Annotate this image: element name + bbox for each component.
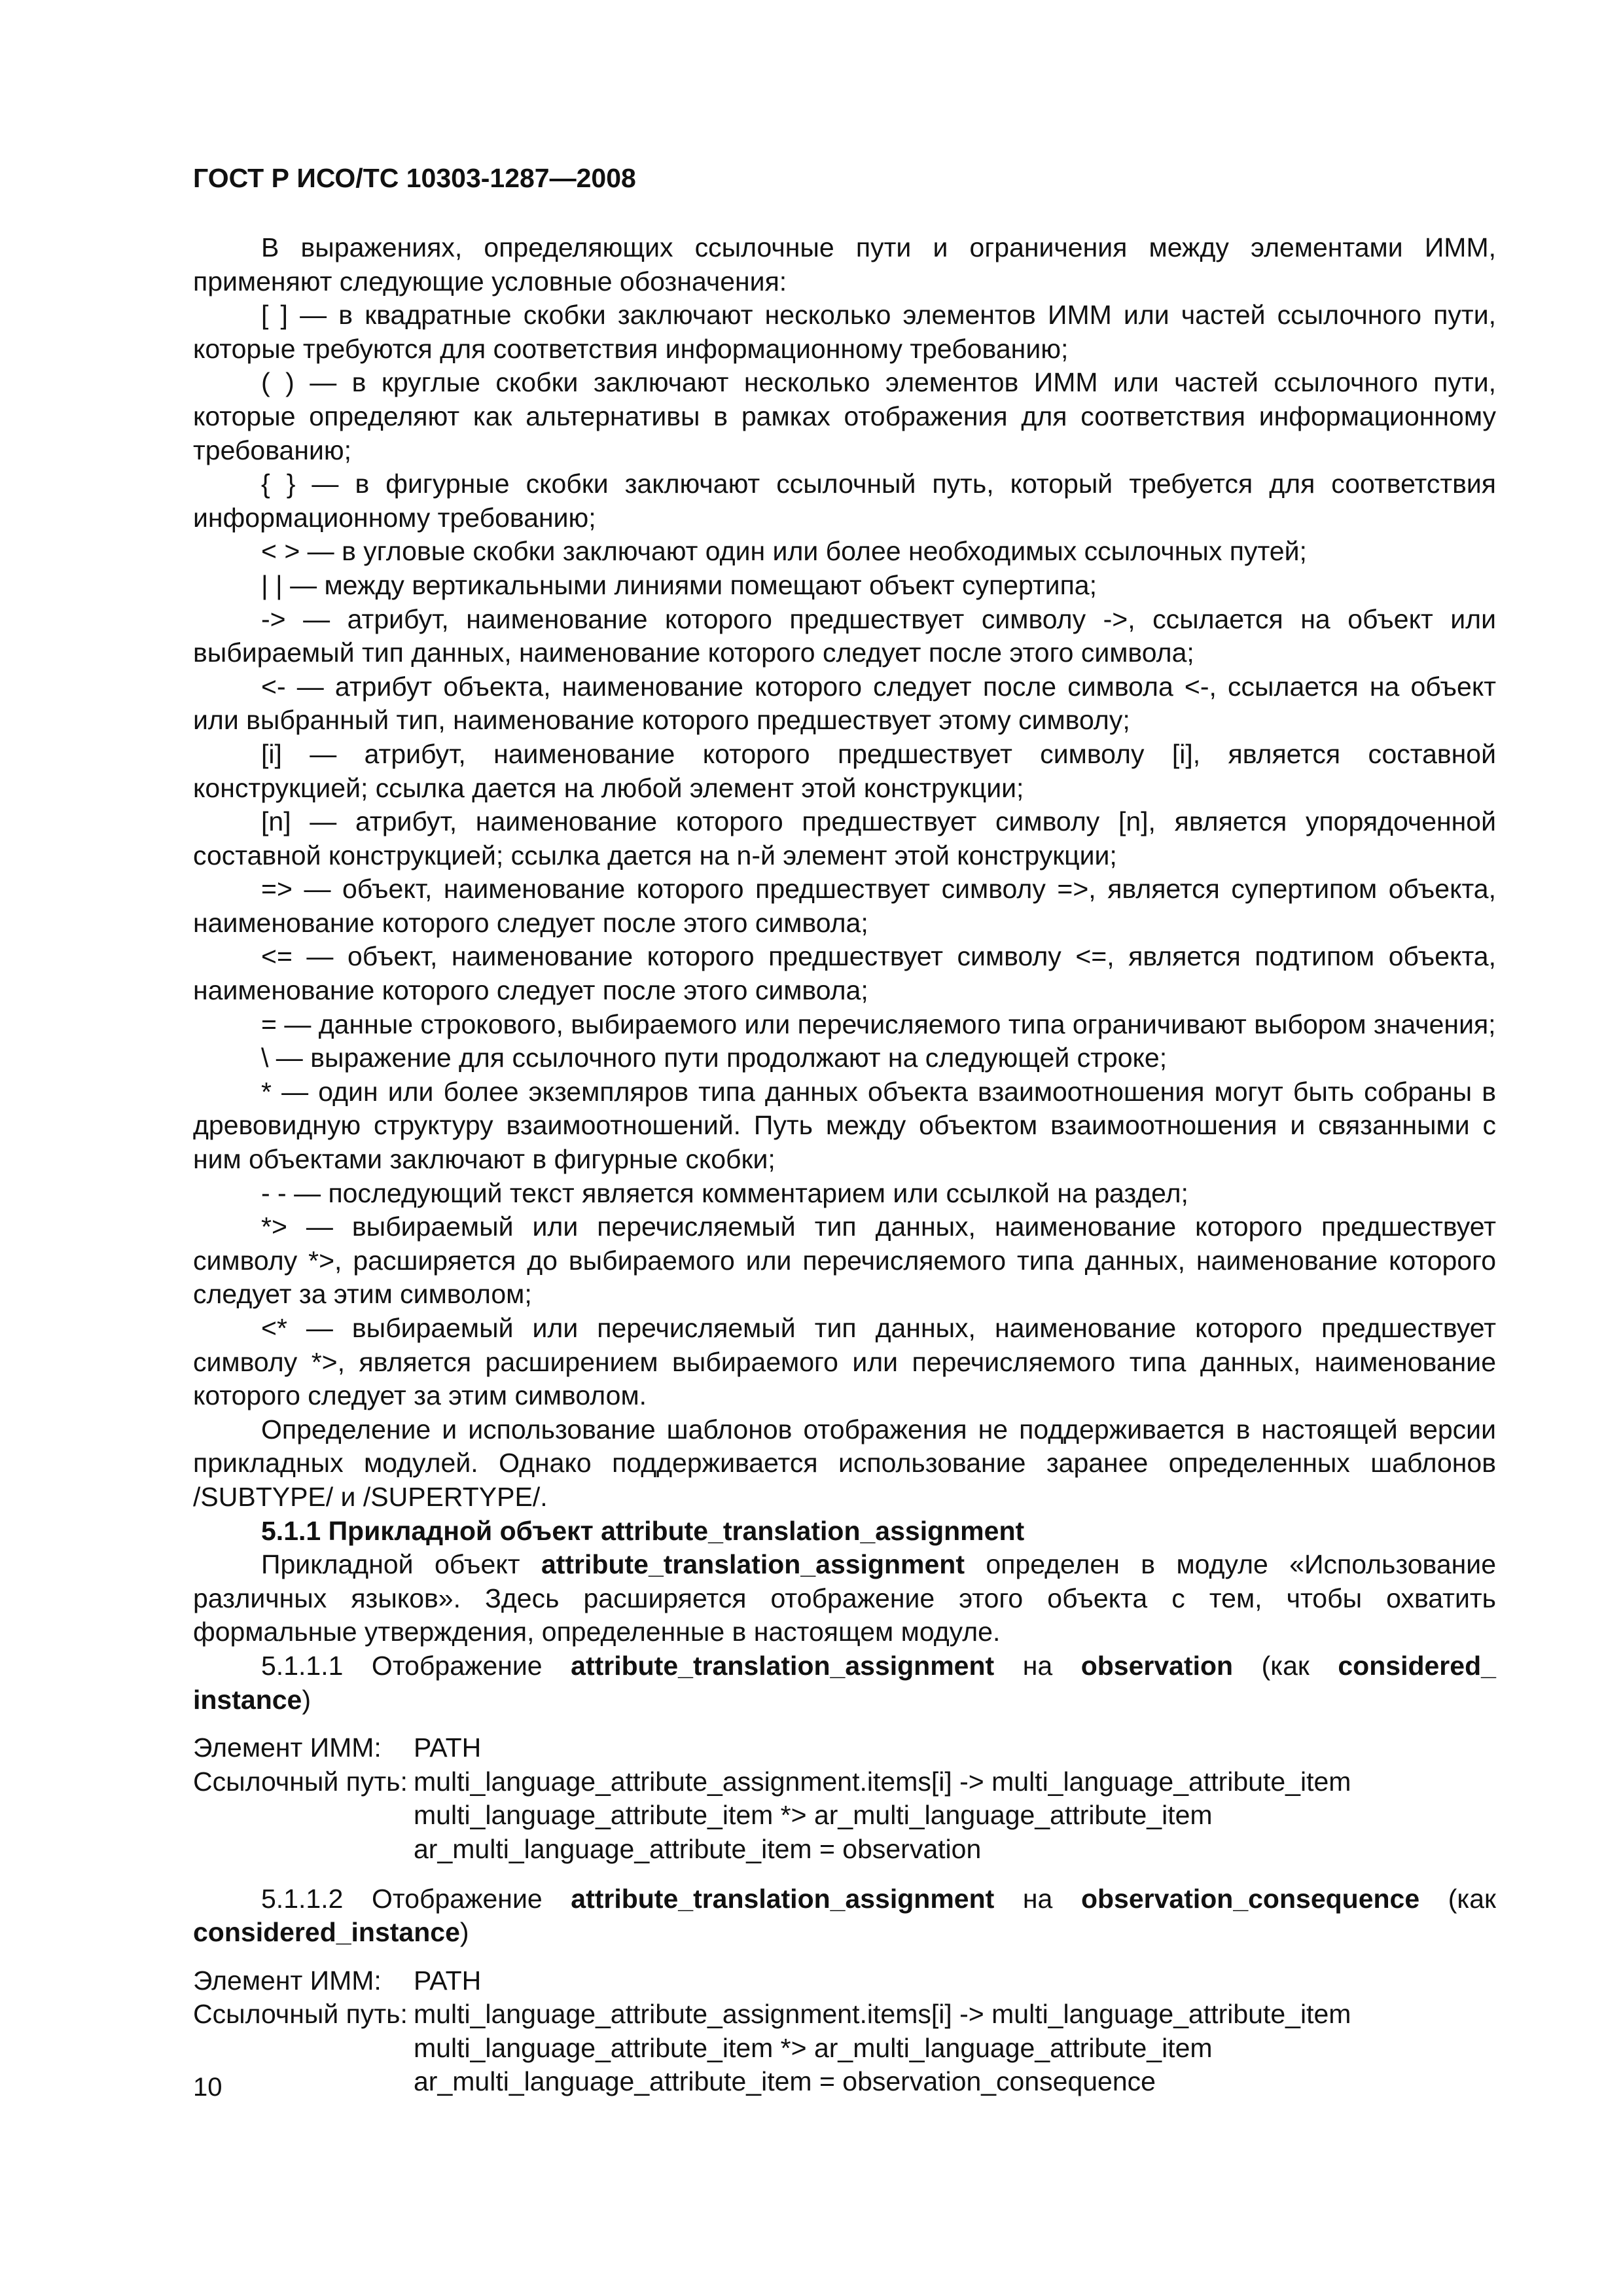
intro-paragraph: В выражениях, определяющих ссылочные пути и ограничения между элементами ИММ, применяют следующие условные обозначения: [193,232,1496,296]
mapping-heading [193,1649,1496,1683]
notation-symbol: <- [261,671,286,702]
notation-item [193,298,1496,366]
section-title: 5.1.1 Прикладной объект attribute_translation_assignment [261,1515,1025,1546]
notation-text: — объект, наименование которого предшествует символу =>, является супертипом объекта, наименование которого следует после этого символа; [193,874,1496,938]
notation-text: — атрибут, наименование которого предшествует символу [i], является составной конструкцией; ссылка дается на любой элемент этой конструкции; [193,738,1496,803]
mapping-heading [193,1882,1496,1916]
notation-text: — последующий текст является комментарием или ссылкой на раздел; [286,1177,1188,1208]
mapping-kak: (как [1448,1883,1496,1914]
notation-text: — данные строкового, выбираемого или перечисляемого типа ограничивают выбором значения; [276,1009,1496,1039]
notation-symbol: [i] [261,738,282,769]
reference-path-row [193,1998,1496,2032]
reference-path-line: multi_language_attribute_assignment.items[i] -> multi_language_attribute_item [414,1999,1351,2030]
notation-item [193,366,1496,467]
notation-text: — один или более экземпляров типа данных объекта взаимоотношения могут быть собраны в древовидную структуру взаимоотношений. Путь между объектом взаимоотношения и связанными с ним объектами заключают в фигурные скобки; [193,1076,1496,1175]
notation-symbol: { } [261,469,296,499]
notation-text: — объект, наименование которого предшествует символу <=, является подтипом объекта, наименование которого следует после этого символа; [193,941,1496,1006]
section-paragraph-start: Прикладной объект [261,1549,541,1580]
reference-path-label: Ссылочный путь: [193,1766,408,1797]
mapping-heading-tail [193,1916,1496,1950]
notation-text: — выбираемый или перечисляемый тип данных, наименование которого предшествует символу *>, является расширением выбираемого или перечисляемого типа данных, наименование которого следует за этим символом. [193,1313,1496,1411]
notation-item [193,1177,1496,1211]
mapping-word: Отображение [371,1650,543,1681]
notation-symbol: <= [261,941,293,972]
notation-item [193,940,1496,1007]
mapping-on: на [1022,1650,1053,1681]
mapping-target: observation_consequence [1080,1883,1420,1914]
aim-element-row [193,1731,1496,1765]
section-paragraph [193,1548,1496,1649]
aim-element-value: PATH [414,1732,482,1763]
reference-path-line: multi_language_attribute_assignment.items[i] -> multi_language_attribute_item [414,1766,1351,1797]
notation-text: — атрибут, наименование которого предшествует символу [n], является упорядоченной составной конструкцией; ссылка дается на n-й элемент этой конструкции; [193,806,1496,870]
reference-path-row [193,1765,1496,1799]
notation-item [193,535,1496,569]
mapping-kak: (как [1261,1650,1310,1681]
templates-note: Определение и использование шаблонов отображения не поддерживается в настоящей версии прикладных модулей. Однако поддерживается использование заранее определенных шаблонов /SUBTYPE/ и /SUPERTYPE/. [193,1414,1496,1512]
notation-item [193,738,1496,805]
mapping-on: на [1022,1883,1053,1914]
reference-path-line: multi_language_attribute_item *> ar_multi_language_attribute_item [414,1800,1213,1831]
notation-item [193,1008,1496,1042]
notation-symbol: \ [261,1043,269,1073]
notation-text: — в квадратные скобки заключают несколько элементов ИММ или частей ссылочного пути, которые требуются для соответствия информационному требованию; [193,300,1496,364]
notation-text: — атрибут объекта, наименование которого следует после символа <-, ссылается на объект или выбранный тип, наименование которого предшествует этому символу; [193,671,1496,736]
notation-symbol: * [261,1076,272,1107]
mapping-close: ) [459,1917,469,1948]
notation-symbol: | | [261,569,283,600]
mapping-entity: attribute_translation_assignment [571,1650,995,1681]
notation-text: — в угловые скобки заключают один или более необходимых ссылочных путей; [300,536,1307,567]
reference-path-line: ar_multi_language_attribute_item = observation_consequence [414,2066,1156,2097]
mapping-table [193,1964,1496,2099]
notation-item [193,603,1496,670]
notation-text: — выражение для ссылочного пути продолжают на следующей строке; [268,1043,1168,1073]
reference-path-label: Ссылочный путь: [193,1999,408,2030]
mapping-number: 5.1.1.1 [261,1650,344,1681]
notation-list [193,298,1496,1413]
mapping-role-end: instance [193,1684,302,1715]
notation-item [193,670,1496,738]
notation-text: — в круглые скобки заключают несколько элементов ИММ или частей ссылочного пути, которые определяют как альтернативы в рамках отображения для соответствия информационному требованию; [193,367,1496,465]
notation-symbol: <* [261,1313,287,1343]
aim-element-row [193,1964,1496,1998]
section-paragraph-end: определен в модуле «Использование различных языков». Здесь расширяется отображение этого объекта с тем, чтобы охватить формальные утверждения, определенные в настоящем модуле. [193,1549,1496,1647]
aim-element-label: Элемент ИММ: [193,1732,382,1763]
notation-symbol: < > [261,536,300,567]
document-body [193,231,1496,2099]
aim-element-label: Элемент ИММ: [193,1965,382,1996]
notation-text: — в фигурные скобки заключают ссылочный путь, который требуется для соответствия информационному требованию; [193,469,1496,533]
notation-symbol: -> [261,603,286,634]
reference-path-row [193,2032,1496,2066]
reference-path-row [193,2065,1496,2099]
notation-item [193,872,1496,940]
mapping-heading-tail [193,1683,1496,1717]
notation-text: — выбираемый или перечисляемый тип данных, наименование которого предшествует символу *>, расширяется до выбираемого или перечисляемого типа данных, наименование которого следует за этим символом; [193,1211,1496,1310]
reference-path-row [193,1799,1496,1833]
mapping-number: 5.1.1.2 [261,1883,344,1914]
document-header: ГОСТ Р ИСО/ТС 10303-1287—2008 [193,163,636,193]
notation-item [193,1075,1496,1177]
mapping-role-start: considered_ [1338,1650,1496,1681]
section-entity-name: attribute_translation_assignment [541,1549,965,1580]
notation-symbol: *> [261,1211,287,1242]
notation-item [193,1041,1496,1075]
notation-item [193,805,1496,872]
notation-symbol: [n] [261,806,291,837]
mapping-table [193,1731,1496,1866]
reference-path-row [193,1833,1496,1867]
mapping-role-end: considered_instance [193,1917,460,1948]
notation-symbol: [ ] [261,300,288,331]
reference-path-line: multi_language_attribute_item *> ar_multi_language_attribute_item [414,2032,1213,2063]
notation-symbol: => [261,874,293,905]
notation-item [193,569,1496,603]
spacer [193,1867,1496,1882]
reference-path-line: ar_multi_language_attribute_item = observation [414,1833,982,1864]
mapping-word: Отображение [371,1883,543,1914]
mapping-close: ) [302,1684,311,1715]
mapping-entity: attribute_translation_assignment [571,1883,995,1914]
notation-symbol: = [261,1009,277,1039]
notation-symbol: - - [261,1177,287,1208]
aim-element-value: PATH [414,1965,482,1996]
notation-item [193,1210,1496,1312]
page-number: 10 [193,2073,223,2102]
notation-symbol: ( ) [261,367,294,398]
notation-text: — между вертикальными линиями помещают объект супертипа; [282,569,1097,600]
notation-item [193,467,1496,535]
notation-item [193,1312,1496,1413]
notation-text: — атрибут, наименование которого предшествует символу ->, ссылается на объект или выбираемый тип данных, наименование которого следует после этого символа; [193,603,1496,668]
mapping-target: observation [1080,1650,1234,1681]
